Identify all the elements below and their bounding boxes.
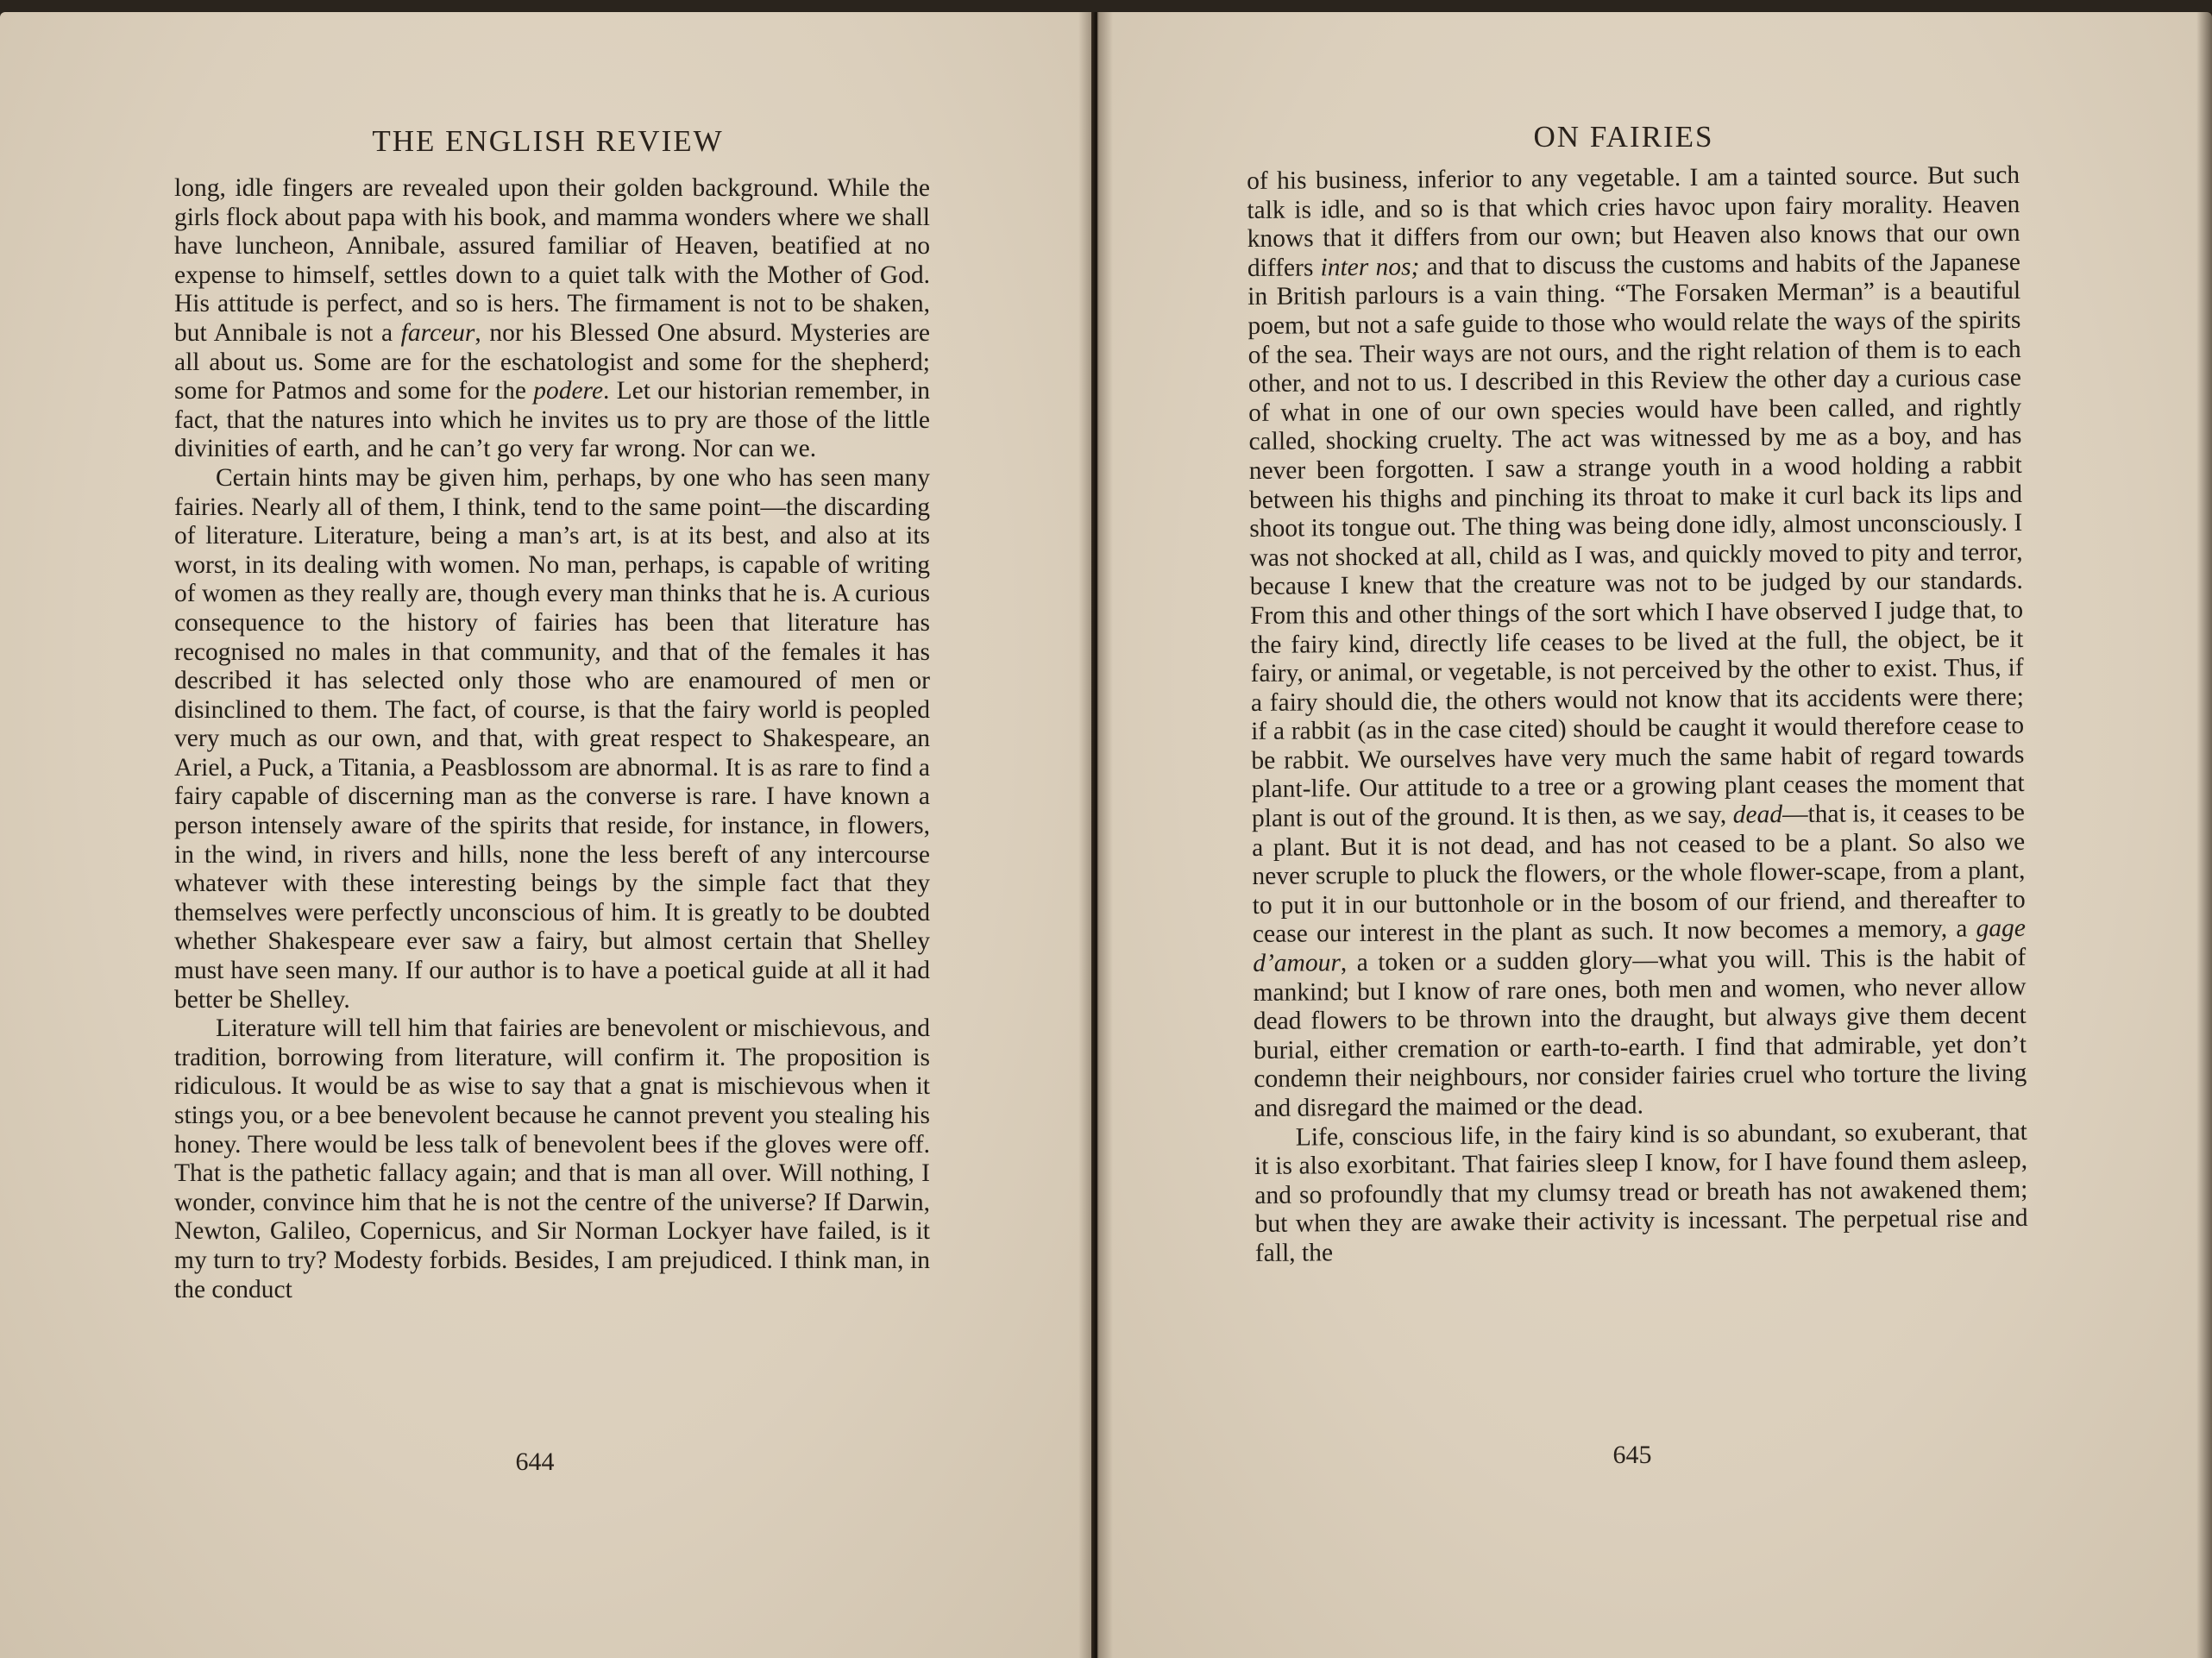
right-page [1097, 12, 2212, 1658]
text-run: Certain hints may be given him, perhaps, by one who has seen many fairies. Nearly all of them, I think, tend to the same point—the discarding of literature. Literature, being a man’s art, is at its best, and also at its worst, in its dealing with women. No man, perhaps, is capable of writing of women as they really are, though every man thinks that he is. A curious consequence to the history of fairies has been that literature has recognised no males in that community, and that of the females it has described it has selected only those who are enamoured of men or disinclined to them. The fact, of course, is that the fairy world is peopled very much as our own, and that, with great respect to Shakespeare, an Ariel, a Puck, a Titania, a Peasblossom are abnormal. It is as rare to find a fairy capable of discerning man as the converse is rare. I have known a person intensely aware of the spirits that reside, for instance, in flowers, in the wind, in rivers and hills, none the less bereft of any intercourse whatever with these interesting beings by the simple fact that they themselves were perfectly unconscious of him. It is greatly to be doubted whether Shakespeare ever saw a fairy, but almost certain that Shelley must have seen many. If our author is to have a poetical guide at all it had better be Shelley. [174, 463, 930, 1014]
text-run: of his business, inferior to any vegetable. I am a tainted source. But such talk is idle, and so is that which cries havoc upon fairy morality. Heaven knows that it differs from our own; but Heaven also knows that our own differs [1247, 160, 2020, 282]
text-run: and that to discuss the customs and habits of the Japanese in British parlours is a vain thing. “The Forsaken Merman” is a beautiful poem, but not a safe guide to those who would relate the ways of the spirits of the sea. Their ways are not ours, and the right relation of them is to each other, and not to us. I described in this Review the other day a curious case of what in one of our own species would have been called, and rightly called, shocking cruelty. The act was witnessed by me as a boy, and has never been forgotten. I saw a strange youth in a wood holding a rabbit between his thighs and pinching its throat to make it curl back its lips and shoot its tongue out. The thing was being done idly, almost unconsciously. I was not shocked at all, child as I was, and quickly moved to pity and terror, because I knew that the creature was not to be judged by our standards. From this and other things of the sort which I have observed I judge that, to the fairy kind, directly life ceases to be lived at the full, the object, be it fairy, or animal, or vegetable, is not perceived by the other to exist. Thus, if a fairy should die, the others would not know that its accidents were there; if a rabbit (as in the case cited) should be caught it would therefore cease to be rabbit. We ourselves have very much the same habit of regard towards plant-life. Our attitude to a tree or a growing plant ceases the moment that plant is out of the ground. It is then, as we say, [1247, 248, 2025, 833]
running-head-right: ON FAIRIES [1533, 120, 1714, 154]
text-run: long, idle fingers are revealed upon their golden background. While the girls flock about papa with his book, and mamma wonders where we shall have luncheon, Annibale, assured familiar of Heaven, beatified at no expense to himself, settles down to a quiet talk with the Mother of God. His attitude is perfect, and so is hers. The firmament is not to be shaken, but Annibale is not a [174, 174, 930, 347]
body-text-right [1247, 161, 2028, 1269]
text-run: —that is, it ceases to be a plant. But it is not dead, and has not ceased to be a plant. So also we never scruple to pluck the flowers, or the whole flower-scape, from a plant, to put it in our buttonhole or in the bosom of our friend, and thereafter to cease our interest in the plant as such. It now becomes a memory, a [1252, 799, 2026, 949]
paragraph [174, 464, 930, 1014]
page-number-left: 644 [515, 1448, 555, 1476]
paragraph [1247, 161, 2027, 1124]
italic-phrase: inter nos; [1320, 253, 1420, 282]
running-head-left: THE ENGLISH REVIEW [372, 124, 724, 158]
paragraph [174, 174, 930, 464]
text-run: , a token or a sudden glory—what you will. This is the habit of mankind; but I know of rare ones, both men and women, who never allow dead flowers to be thrown into the draught, but always give them decent burial, either cremation or earth-to-earth. I find that admirable, yet don’t condemn their neighbours, nor consider fairies cruel who torture the living and disregard the maimed or the dead. [1253, 943, 2027, 1122]
text-run: . Let our historian remember, in fact, that the natures into which he invites us to pry are those of the little divinities of earth, and he can’t go very far wrong. Nor can we. [174, 377, 930, 463]
page-edge-shadow [2196, 12, 2212, 1658]
italic-phrase: dead [1732, 801, 1783, 829]
body-text-left [174, 174, 930, 1304]
book-gutter [1078, 12, 1113, 1658]
text-run: , nor his Blessed One absurd. Mysteries are all about us. Some are for the eschatologist and some for the shepherd; some for Patmos and some for the [174, 318, 930, 405]
paragraph [1254, 1118, 2028, 1269]
italic-phrase: farceur [400, 318, 475, 347]
text-run: Literature will tell him that fairies are benevolent or mischievous, and tradition, borrowing from literature, will confirm it. The proposition is ridiculous. It would be as wise to say that a gnat is mischievous when it stings you, or a bee benevolent because he cannot prevent you stealing his honey. There would be less talk of benevolent bees if the gloves were off. That is the pathetic fallacy again; and that is man all over. Will nothing, I wonder, convince him that he is not the centre of the universe? If Darwin, Newton, Galileo, Copernicus, and Sir Norman Lockyer have failed, is it my turn to try? Modesty forbids. Besides, I am prejudiced. I think man, in the conduct [174, 1014, 930, 1303]
paragraph [174, 1014, 930, 1304]
page-number-right: 645 [1612, 1441, 1652, 1469]
italic-phrase: podere [533, 377, 604, 405]
left-page [0, 12, 1091, 1658]
text-run: Life, conscious life, in the fairy kind is so abundant, so exuberant, that it is also exorbitant. That fairies sleep I know, for I have found them asleep, and so profoundly that my clumsy tread or breath has not awakened them; but when they are awake their activity is incessant. The perpetual rise and fall, the [1254, 1117, 2028, 1267]
italic-phrase: gage d’amour [1253, 914, 2027, 978]
